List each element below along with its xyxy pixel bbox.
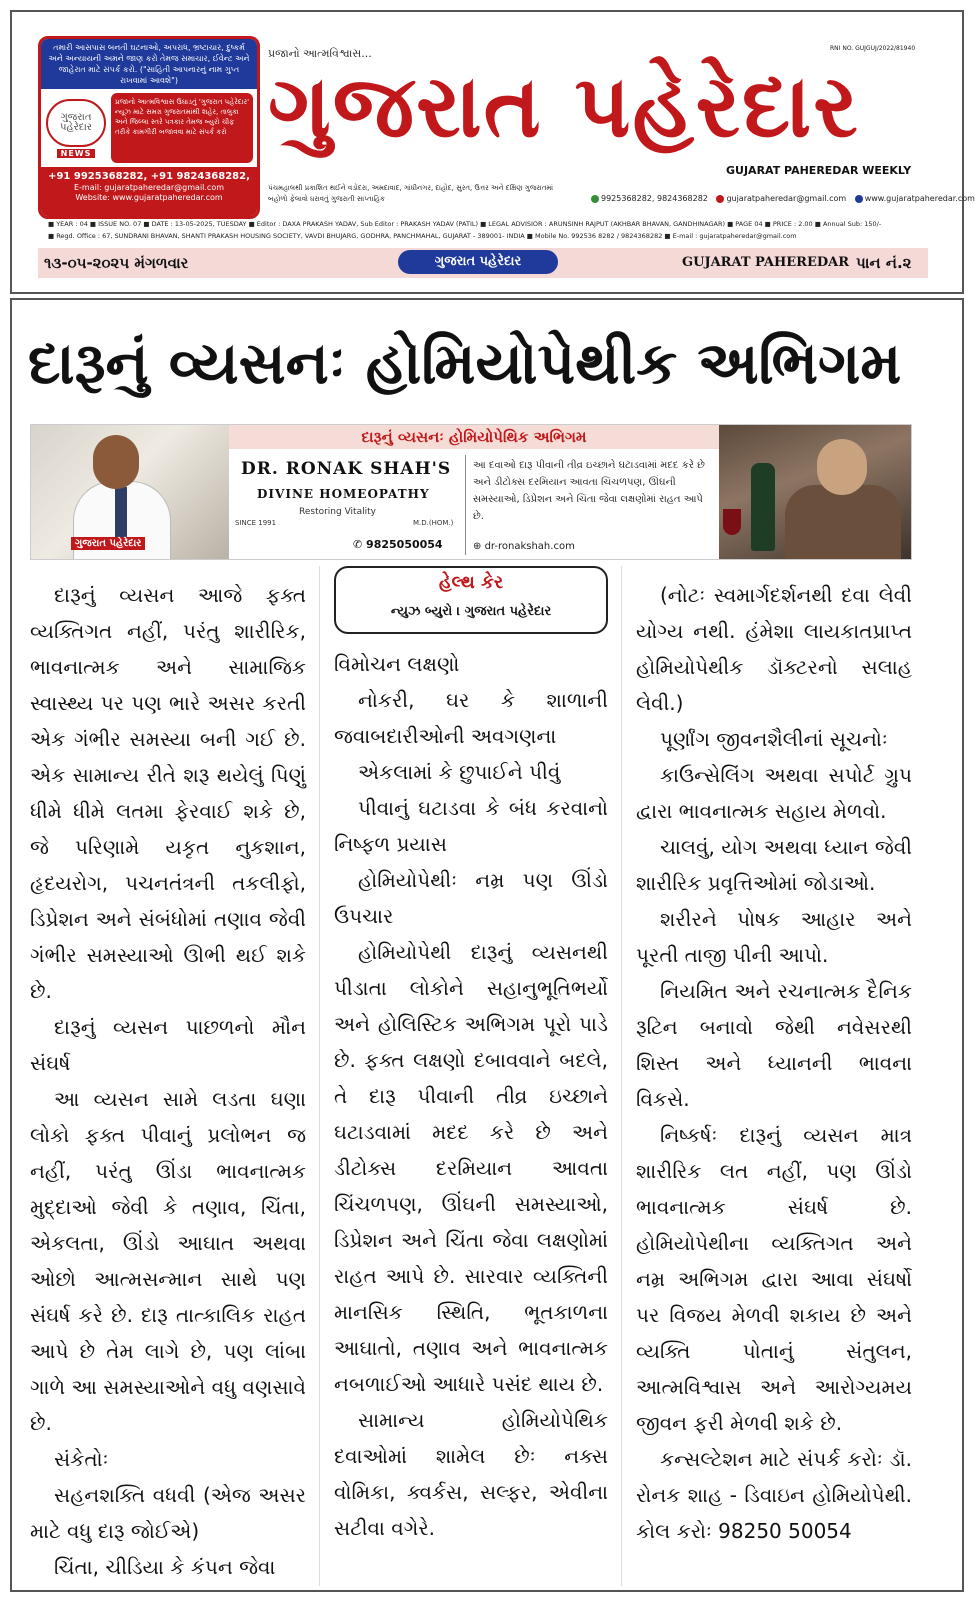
paragraph: આ વ્યસન સામે લડતા ઘણા લોકો ફક્ત પીવાનું પ્રલોભન જ નહીં, પરંતુ ઊંડા ભાવનાત્મક મુદ્દાઓ જેવી કે તણાવ, ચિંતા, એકલતા, ઊંડો આઘાત અથવા ઓછો આત્મસન્માન સાથે પણ સંઘર્ષ કરે છે. દારૂ તાત્કાલિક રાહત આપે છે તેમ લાગે છે, પણ લાંબા ગાળે આ સમસ્યાઓને વધુ વણસાવે છે. xyxy=(30,1087,306,1435)
doctor-head xyxy=(93,435,139,489)
section-title: હેલ્થ કેર xyxy=(438,572,504,593)
health-care-label xyxy=(334,566,608,634)
logo-news-label: NEWS xyxy=(57,149,96,158)
banner-divider xyxy=(465,455,466,555)
article-headline: દારૂનું વ્યસનઃ હોમિયોપેથીક અભિગમ xyxy=(28,329,902,397)
contact-phone: 9925368282, 9824368282 xyxy=(601,194,708,203)
tagline: પ્રજાનો આત્મવિશ્વાસ... xyxy=(268,47,372,60)
contact-email: gujaratpaheredar@gmail.com xyxy=(726,194,847,203)
clinic-since: SINCE 1991 xyxy=(235,519,277,527)
paper-logo xyxy=(41,89,111,167)
promo-phone: +91 9925368282, +91 9824368282, xyxy=(48,171,250,182)
paragraph: (નોટઃ સ્વમાર્ગદર્શનથી દવા લેવી યોગ્ય નથી. હંમેશા લાયકાતપ્રાપ્ત હોમિયોપેથીક ડૉક્ટરનો સલાહ લેવી.) xyxy=(636,583,912,715)
article-column-3 xyxy=(636,577,912,1549)
promo-recruit-text: પ્રજાનો આત્મવિશ્વાસ ઉઘાડતું 'ગુજરાત પહેરેદાર' ન્યૂઝ માટે સમગ્ર ગુજરાતમાંથી શહેર, તાલુકા અને જિલ્લા સ્તરે પત્રકાર તેમજ બ્યુરો ચીફ તરીકે કામગીરી બજાવવા માટે સંપર્ક કરો xyxy=(111,93,253,163)
doctor-tie xyxy=(115,487,127,537)
promo-website: Website: www.gujaratpaheredar.com xyxy=(75,193,223,202)
man-head xyxy=(817,439,867,495)
wine-glass-icon xyxy=(723,509,741,535)
paragraph: એકલામાં કે છુપાઈને પીવું xyxy=(358,760,561,784)
man-shirt xyxy=(785,485,901,559)
promo-top-text: તમારી આસપાસ બનતી ઘટનાઓ, અપરાધ, ભ્રષ્ટાચાર, દુષ્કર્મ અને અન્યાયની અમને જાણ કરો તેમજ સમાચાર, ઈવેન્ટ અને જાહેરાત માટે સંપર્ક કરો. ("સાહિતી આપનારનું નામ ગુપ્ત રાખવામાં આવશે") xyxy=(41,39,257,89)
paragraph: કન્સલ્ટેશન માટે સંપર્ક કરોઃ ડૉ. રોનક શાહ - ડિવાઇન હોમિયોપેથી. કોલ કરોઃ 98250 50054 xyxy=(636,1447,912,1543)
email-icon xyxy=(716,195,724,203)
paragraph: નિષ્કર્ષઃ દારૂનું વ્યસન માત્ર શારીરિક લત નહીં, પણ ઊંડો ભાવનાત્મક સંઘર્ષ છે. હોમિયોપેથીના વ્યક્તિગત અને નમ્ર અભિગમ દ્વારા આવા સંઘર્ષો પર વિજય મેળવી શકાય છે અને વ્યક્તિ પોતાનું સંતુલન, આત્મવિશ્વાસ અને આરોગ્યમય જીવન ફરી મેળવી શકે છે. xyxy=(636,1123,912,1435)
promo-email: E-mail: gujaratpaheredar@gmail.com xyxy=(73,183,225,192)
banner-description: આ દવાઓ દારૂ પીવાની તીવ્ર ઇચ્છાને ઘટાડવામાં મદદ કરે છે અને ડીટોક્સ દરમિયાન આવતા ચિંચળપણ, ઊંઘની સમસ્યાઓ, ડિપ્રેશન અને ચિંતા જેવા લક્ષણોમાં રાહત આપે છે. xyxy=(473,460,705,522)
phone-icon xyxy=(591,195,599,203)
paragraph: નિયમિત અને રચનાત્મક દૈનિક રૂટિન બનાવો જેથી નવેસરથી શિસ્ત અને ધ્યાનની ભાવના વિકસે. xyxy=(636,979,912,1111)
clinic-name: DR. RONAK SHAH'S xyxy=(241,459,452,479)
paragraph: ચાલવું, યોગ અથવા ધ્યાન જેવી શારીરિક પ્રવૃત્તિઓમાં જોડાઓ. xyxy=(636,835,912,895)
photo-watermark: ગુજરાત પહેરેદાર xyxy=(71,537,145,550)
paragraph: સામાન્ય હોમિયોપેથિક દવાઓમાં શામેલ છેઃ નક્સ વોમિકા, ક્વર્કસ, સલ્ફર, એવીના સટીવા વગેરે. xyxy=(334,1408,608,1540)
paper-pill: ગુજરાત પહેરેદાર xyxy=(398,250,558,274)
paragraph: વિમોચન લક્ષણો xyxy=(334,652,460,676)
contact-strip xyxy=(585,194,975,203)
paragraph: હોમિયોપેથીઃ નમ્ર પણ ઊંડો ઉપચાર xyxy=(334,868,608,928)
article-column-1 xyxy=(30,577,306,1585)
clinic-degree: M.D.(HOM.) xyxy=(413,519,454,527)
paragraph: કાઉન્સેલિંગ અથવા સપોર્ટ ગ્રુપ દ્વારા ભાવનાત્મક સહાય મેળવો. xyxy=(636,763,912,823)
paper-name-english: GUJARAT PAHEREDAR xyxy=(682,255,850,270)
paragraph: શરીરને પોષક આહાર અને પૂરતી તાજી પીની આપો. xyxy=(636,907,912,967)
clinic-website-text: dr-ronakshah.com xyxy=(484,541,575,552)
issue-date: ૧૩-૦૫-૨૦૨૫ મંગળવાર xyxy=(44,254,189,272)
logo-text: ગુજરાત પહેરેદાર xyxy=(46,99,106,147)
clinic-ad xyxy=(229,425,719,559)
column-rule xyxy=(319,566,320,1586)
clinic-phone xyxy=(353,538,443,551)
clinic-subtitle: DIVINE HOMEOPATHY xyxy=(257,487,430,501)
paragraph: દારૂનું વ્યસન પાછળનો મૌન સંઘર્ષ xyxy=(30,1015,306,1075)
paragraph: સંકેતોઃ xyxy=(54,1447,109,1471)
office-meta: ■ Regd. Office : 67, SUNDRANI BHAVAN, SHANTI PRAKASH HOUSING SOCIETY, VAVDI BHUJARG, GODHRA, PANCHMAHAL, GUJARAT - 389001- INDIA ■ Mobile No. 992536 8282 / 9824368282 ■ E-mail : gujaratpaheredar@gmail.com xyxy=(48,232,797,240)
distressed-man-photo xyxy=(719,425,911,559)
promo-box xyxy=(38,36,260,219)
column-rule xyxy=(621,566,622,1586)
paragraph: પીવાનું ઘટાડવા કે બંધ કરવાનો નિષ્ફળ પ્રયાસ xyxy=(334,796,608,856)
banner-title: દારૂનું વ્યસનઃ હોમિયોપેથિક અભિગમ xyxy=(229,425,719,449)
paragraph: નોકરી, ઘર કે શાળાની જવાબદારીઓની અવગણના xyxy=(334,688,608,748)
page-number: પાન નં.૨ xyxy=(856,254,912,272)
globe-icon: ⊕ xyxy=(473,541,485,552)
paper-title: ગુજરાત પહેરેદાર xyxy=(268,57,860,157)
byline: ન્યુઝ બ્યુરો । ગુજરાત પહેરેદાર xyxy=(390,604,552,619)
phone-icon: ✆ xyxy=(353,538,367,551)
doctor-photo xyxy=(31,425,229,559)
promo-contact xyxy=(41,167,257,219)
publication-line: પંચમહાલથી પ્રકાશિત થઈને વડોદરા, અમદાવાદ, ગાંધીનગર, દાહોદ, સુરત, ઉત્તર અને દક્ષિણ ગુજરાતમાં બહોળો ફેલાવો ધરાવતું ગુજરાતી સાપ્તાહિક xyxy=(268,184,554,203)
clinic-tagline: Restoring Vitality xyxy=(299,507,376,517)
clinic-phone-number: 9825050054 xyxy=(366,538,443,551)
ad-banner xyxy=(30,424,912,560)
issue-meta: ■ YEAR : 04 ■ ISSUE NO. 07 ■ DATE : 13-05-2025, TUESDAY ■ Editor : DAXA PRAKASH YADAV, Sub Editor : PRAKASH YADAV (PATIL) ■ LEGAL ADVISIOR : ARUNSINH RAJPUT (AKHBAR BHAVAN, GANDHINAGAR) ■ PAGE 04 ■ PRICE : 2.00 ■ Annual Sub: 150/- xyxy=(48,220,882,228)
globe-icon xyxy=(855,195,863,203)
article-column-2 xyxy=(334,646,608,1546)
contact-web: www.gujaratpaheredar.com xyxy=(864,194,975,203)
paper-title-english: GUJARAT PAHEREDAR WEEKLY xyxy=(726,164,912,177)
paragraph: સહનશક્તિ વધવી (એજ અસર માટે વધુ દારૂ જોઈએ) xyxy=(30,1483,306,1543)
rni-number: RNI NO. GUJGUJ/2022/81940 xyxy=(830,45,916,52)
bottle-icon xyxy=(751,463,775,551)
date-bar xyxy=(38,248,928,278)
clinic-website xyxy=(473,541,575,552)
paragraph: દારૂનું વ્યસન આજે ફક્ત વ્યક્તિગત નહીં, પરંતુ શારીરિક, ભાવનાત્મક અને સામાજિક સ્વાસ્થ્ય પર પણ ભારે અસર કરતી એક ગંભીર સમસ્યા બની ગઈ છે. એક સામાન્ય રીતે શરૂ થયેલું પિણું ધીમે ધીમે લતમા ફેરવાઈ શકે છે, જે પરિણામે યકૃત નુકશાન, હૃદયરોગ, પચનતંત્રની તકલીફો, ડિપ્રેશન અને સંબંધોમાં તણાવ જેવી ગંભીર સમસ્યાઓ ઊભી થઈ શકે છે. xyxy=(30,583,306,1003)
paragraph: હોમિયોપેથી દારૂનું વ્યસનથી પીડાતા લોકોને સહાનુભૂતિભર્યો અને હોલિસ્ટિક અભિગમ પૂરો પાડે છે. ફક્ત લક્ષણો દબાવવાને બદલે, તે દારૂ પીવાની તીવ્ર ઇચ્છાને ઘટાડવામાં મદદ કરે છે અને ડીટોક્સ દરમિયાન આવતા ચિંચળપણ, ઊંઘની સમસ્યાઓ, ડિપ્રેશન અને ચિંતા જેવા લક્ષણોમાં રાહત આપે છે. સારવાર વ્યક્તિની માનસિક સ્થિતિ, ભૂતકાળના આઘાતો, તણાવ અને ભાવનાત્મક નબળાઈઓ આધારે પસંદ થાય છે. xyxy=(334,940,608,1396)
paragraph: ચિંતા, ચીડિયા કે કંપન જેવા xyxy=(54,1555,276,1579)
paragraph: પૂર્ણાંગ જીવનશૈલીનાં સૂચનોઃ xyxy=(660,727,888,751)
